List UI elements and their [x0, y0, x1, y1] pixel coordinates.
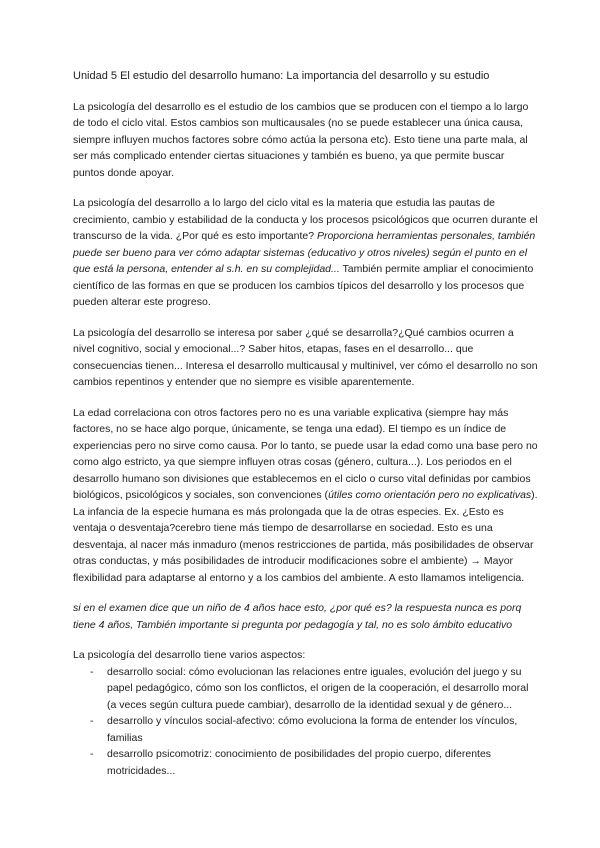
paragraph-life-cycle-italic: Proporciona herramientas personales, también puede ser bueno para ver cómo adaptar sistemas (educativo y otros niveles) según el punto en el que está la persona, entender al s.h. en su complejidad... [73, 230, 536, 275]
paragraph-life-cycle-text-b: También permite ampliar el conocimiento científico de las formas en que se producen los cambios típicos del desarrollo y los procesos que pueden alterar este progreso. [73, 263, 534, 308]
list-item [73, 713, 538, 746]
bullet-marker: - [90, 715, 94, 727]
paragraph-definition: La psicología del desarrollo es el estudio de los cambios que se producen con el tiempo a lo largo de todo el ciclo vital. Estos cambios son multicausales (no se puede establecer una única causa, siempre influyen muchos factores sobre cómo actúa la persona etc). Esto tiene una parte mala, al ser más complicado entender ciertas situaciones y también es bueno, ya que permite buscar puntos donde apoyar. [73, 100, 529, 179]
paragraph-interests: La psicología del desarrollo se interesa por saber ¿qué se desarrolla?¿Qué cambios ocurren a nivel cognitivo, social y emocional...? Saber hitos, etapas, fases en el desarrollo... que consecuencias tienen... Interesa el desarrollo multicausal y multinivel, ver cómo el desarrollo no son cambios repentinos y entender que no siempre es visible aparentemente. [73, 326, 538, 388]
paragraph-age [73, 405, 538, 504]
paragraph-age-text-b: ). [531, 489, 538, 501]
paragraph-age-text-a: La edad correlaciona con otros factores pero no es una variable explicativa (siempre hay más factores, no se hace algo porque, únicamente, se tenga una edad). El tiempo es un índice de experiencias pero no sirve como causa. Por lo tanto, se puede usar la edad como una base pero no como algo estricto, ya que siempre influyen otras cosas (género, cultura...). Los periodos en el desarrollo humano son divisiones que establecemos en el ciclo o curso vital definidas por cambios biológicos, psicológicos y sociales, son convenciones ( [73, 406, 538, 501]
document-title: Unidad 5 El estudio del desarrollo humano: La importancia del desarrollo y su estudio [73, 70, 490, 82]
list-item-text: desarrollo social: cómo evolucionan las relaciones entre iguales, evolución del juego y su papel pedagógico, cómo son los conflictos, el origen de la cooperación, el desarrollo moral (a veces según cultura puede cambiar), desarrollo de la identidad sexual y de género... [107, 665, 529, 711]
paragraph-life-cycle [73, 195, 538, 311]
bullet-marker: - [90, 748, 94, 760]
list-item [73, 664, 538, 714]
list-item-text: desarrollo psicomotriz: conocimiento de posibilidades del propio cuerpo, diferentes motricidades... [107, 748, 492, 777]
list-item-text: desarrollo y vínculos social-afectivo: cómo evoluciona la forma de entender los vínculos, familias [107, 715, 518, 744]
list-item [73, 746, 538, 779]
bullet-marker: - [90, 665, 94, 678]
paragraph-life-cycle-text-a: La psicología del desarrollo a lo largo del ciclo vital es la materia que estudia las pautas de crecimiento, cambio y estabilidad de la conducta y los procesos psicológicos que ocurren durante el transcurso de la vida. ¿Por qué es esto importante? [73, 197, 538, 242]
aspects-list [73, 664, 538, 780]
paragraph-exam-note: si en el examen dice que un niño de 4 años hace esto, ¿por qué es? la respuesta nunca es porq tiene 4 años, También importante si pregunta por pedagogía y tal, no es solo ámbito educativo [73, 602, 522, 631]
paragraph-age-italic: útiles como orientación pero no explicativas [328, 489, 532, 501]
aspects-intro: La psicología del desarrollo tiene varios aspectos: [73, 649, 306, 661]
paragraph-childhood: La infancia de la especie humana es más prolongada que la de otras especies. Ex. ¿Esto es ventaja o desventaja?cerebro tiene más tiempo de desarrollarse en sociedad. Esto es una desventaja, al nacer más inmaduro (menos restricciones de partida, más posibilidades de observar otras conductas, y más posibilidades de introducir modificaciones sobre el ambiente) → Mayor flexibilidad para adaptarse al entorno y a los cambios del ambiente. A esto llamamos inteligencia. [73, 505, 534, 584]
